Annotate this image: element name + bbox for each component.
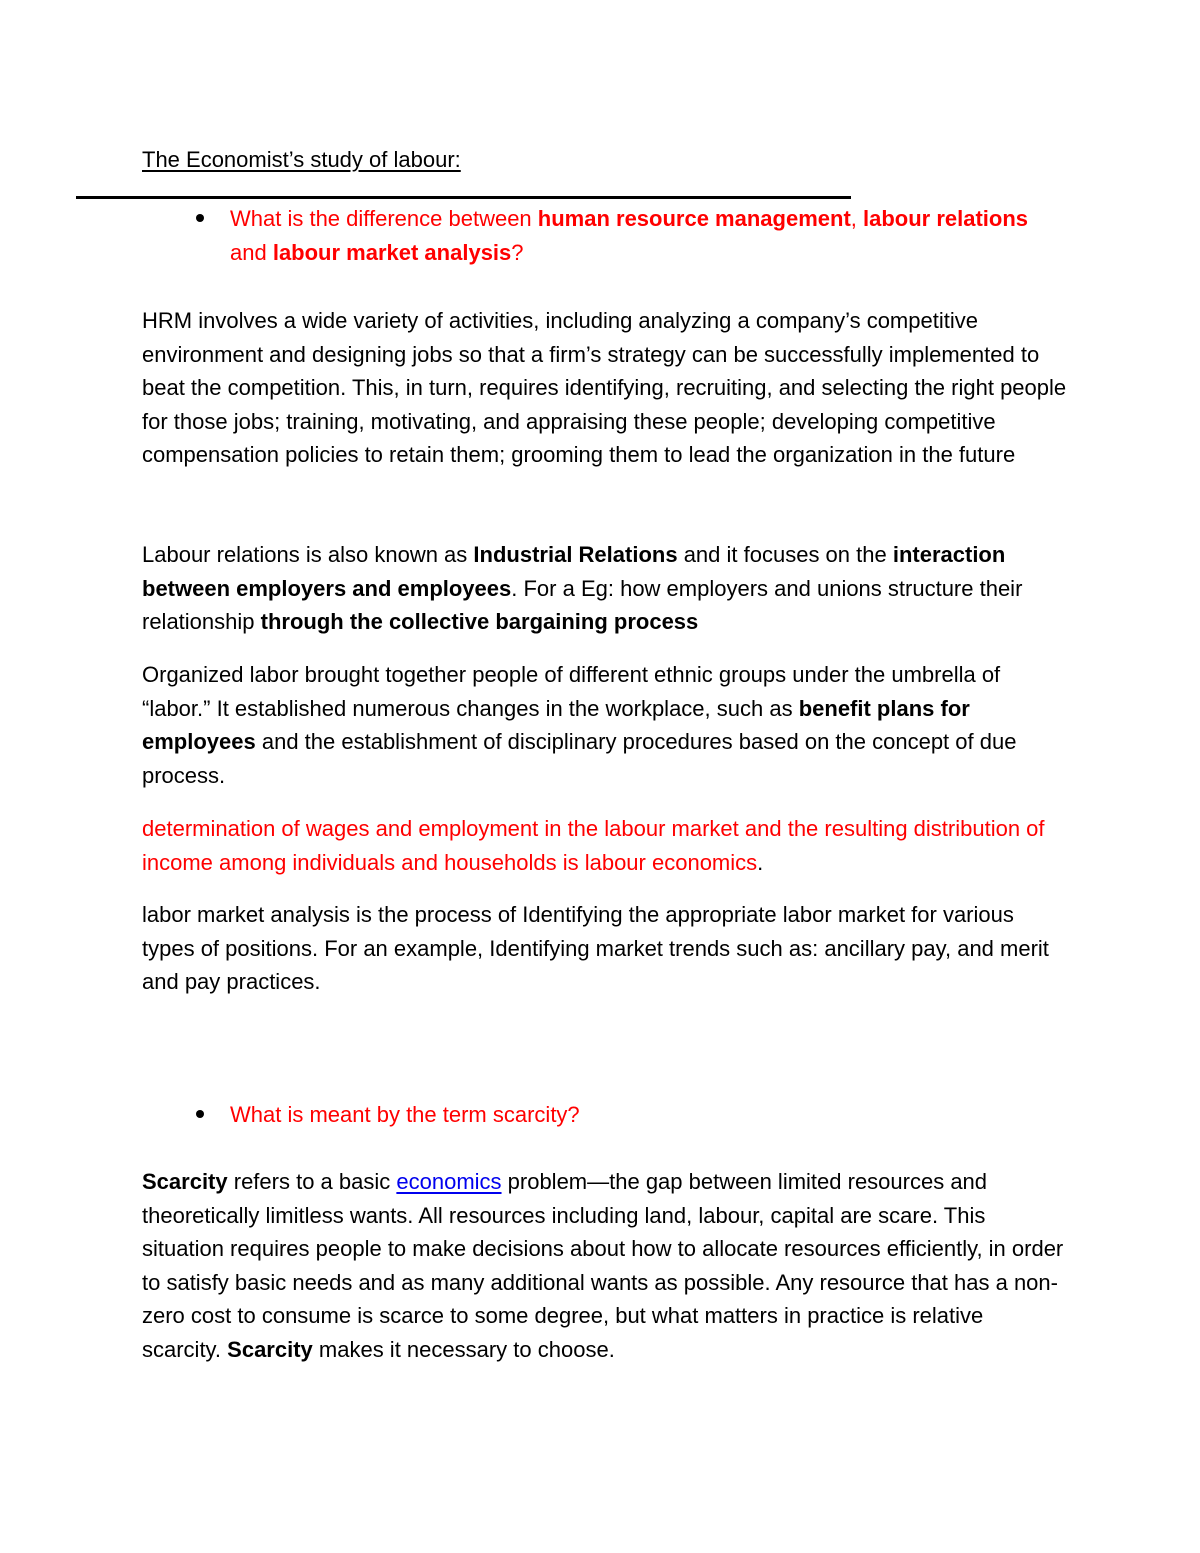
- scarcity-paragraph: Scarcity refers to a basic economics problem—the gap between limited resources and theoretically limitless wants. All resources including land, labour, capital are scare. This situation requires people to make decisions about how to allocate resources efficiently, in order to satisfy basic needs and as many additional wants as possible. Any resource that has a non-zero cost to consume is scarce to some degree, but what matters in practice is relative scarcity. Scarcity makes it necessary to choose.: [142, 1169, 1064, 1362]
- bullet-icon: [196, 214, 204, 222]
- labour-economics-paragraph: determination of wages and employment in the labour market and the resulting distribution of income among individuals and households is labour economics.: [142, 816, 1045, 875]
- title-divider: [76, 196, 851, 199]
- hrm-paragraph: HRM involves a wide variety of activities, including analyzing a company’s competitive environment and designing jobs so that a firm’s strategy can be successfully implemented to beat the competition. This, in turn, requires identifying, recruiting, and selecting the right people for those jobs; training, motivating, and appraising these people; developing competitive compensation policies to retain them; grooming them to lead the organization in the future: [142, 308, 1067, 467]
- labor-market-analysis-paragraph: labor market analysis is the process of Identifying the appropriate labor market for various types of positions. For an example, Identifying market trends such as: ancillary pay, and merit and pay practices.: [142, 902, 1049, 994]
- question-1-text: What is the difference between human resource management, labour relations and labour market analysis?: [230, 206, 1029, 265]
- question-2-text: What is meant by the term scarcity?: [230, 1102, 580, 1127]
- economics-link[interactable]: economics: [396, 1169, 502, 1194]
- organized-labor-paragraph: Organized labor brought together people of different ethnic groups under the umbrella of “labor.” It established numerous changes in the workplace, such as benefit plans for employees and the establishment of disciplinary procedures based on the concept of due process.: [142, 662, 1017, 788]
- document-title: The Economist’s study of labour:: [142, 147, 461, 172]
- labour-relations-paragraph: Labour relations is also known as Industrial Relations and it focuses on the interaction between employers and employees. For a Eg: how employers and unions structure their relationship through the collective bargaining process: [142, 542, 1023, 634]
- bullet-icon: [196, 1110, 204, 1118]
